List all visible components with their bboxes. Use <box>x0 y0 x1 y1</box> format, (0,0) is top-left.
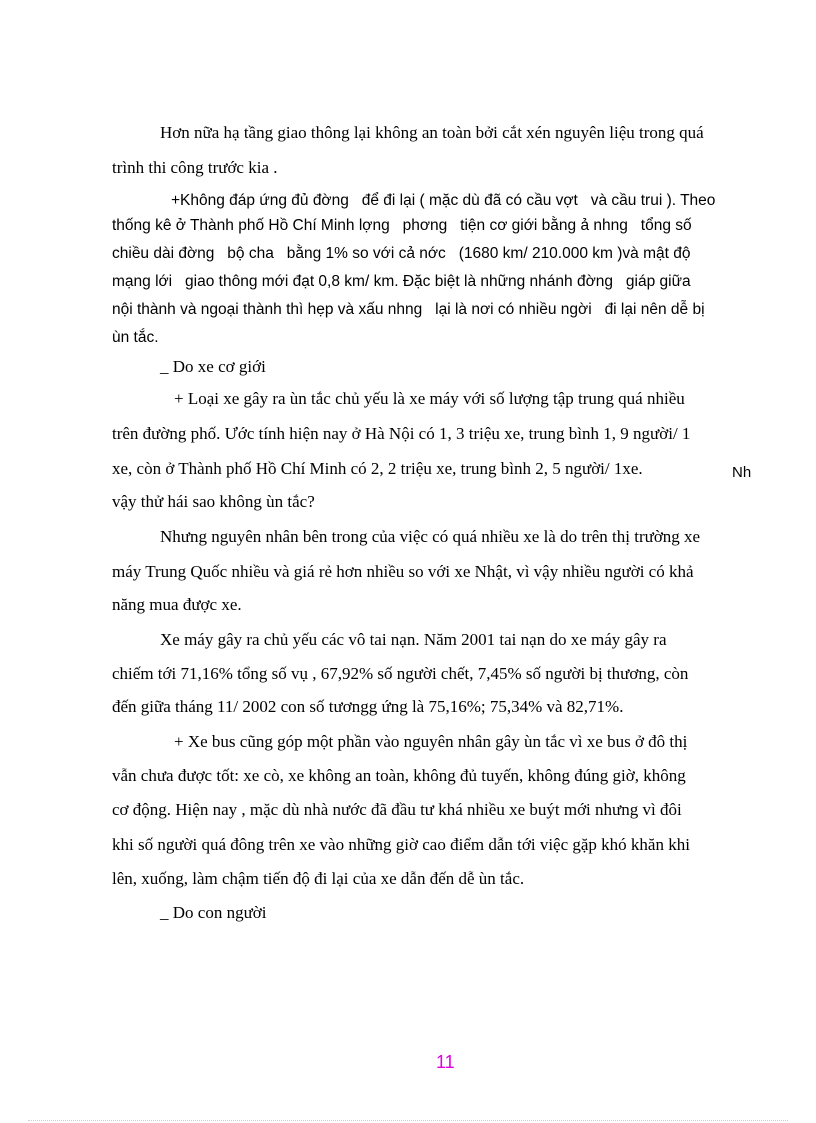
text-line: xe, còn ở Thành phố Hồ Chí Minh có 2, 2 triệu xe, trung bình 2, 5 người/ 1xe. <box>112 459 643 478</box>
footer-divider <box>28 1120 788 1121</box>
text-line: trên đường phố. Ước tính hiện nay ở Hà Nội có 1, 3 triệu xe, trung bình 1, 9 người/ 1 <box>112 424 691 443</box>
text-line: đến giữa tháng 11/ 2002 con số tươngg ứng là 75,16%; 75,34% và 82,71%. <box>112 697 624 716</box>
page-number: 11 <box>436 1052 455 1072</box>
text-line: khi số người quá đông trên xe vào những giờ cao điểm dẫn tới việc gặp khó khăn khi <box>112 835 690 854</box>
section-heading: _ Do xe cơ giới <box>160 357 266 376</box>
text-line: vẫn chưa được tốt: xe cò, xe không an toàn, không đủ tuyến, không đúng giờ, không <box>112 766 686 785</box>
text-line: Nh <box>732 464 752 481</box>
text-line: ùn tắc. <box>112 329 159 346</box>
text-line: năng mua được xe. <box>112 595 242 614</box>
text-line: nội thành và ngoại thành thì hẹp và xấu nhng lại là nơi có nhiều ngời đi lại nên dễ bị <box>112 301 705 318</box>
text-line: chiếm tới 71,16% tổng số vụ , 67,92% số người chết, 7,45% số người bị thương, còn <box>112 664 689 683</box>
text-line: cơ động. Hiện nay , mặc dù nhà nước đã đầu tư khá nhiều xe buýt mới nhưng vì đôi <box>112 800 682 819</box>
text-line: thống kê ở Thành phố Hồ Chí Minh lợng phơng tiện cơ giới bằng ả nhng tổng số <box>112 217 692 234</box>
text-line: Hơn nữa hạ tầng giao thông lại không an toàn bởi cắt xén nguyên liệu trong quá <box>160 123 704 142</box>
text-line: Nhưng nguyên nhân bên trong của việc có quá nhiều xe là do trên thị trường xe <box>160 527 701 546</box>
text-line: + Loại xe gây ra ùn tắc chủ yếu là xe máy với số lượng tập trung quá nhiều <box>174 389 685 408</box>
text-line: +Không đáp ứng đủ đờng để đi lại ( mặc dù đã có cầu vợt và cầu trui ). Theo <box>171 192 716 209</box>
text-line: lên, xuống, làm chậm tiến độ đi lại của xe dẫn đến dễ ùn tắc. <box>112 869 525 888</box>
section-heading: _ Do con người <box>160 903 267 922</box>
text-line: vậy thử hái sao không ùn tắc? <box>112 492 315 511</box>
text-line: chiều dài đờng bộ cha bằng 1% so với cả nớc (1680 km/ 210.000 km )và mật độ <box>112 245 691 262</box>
text-line: trình thi công trước kia . <box>112 158 278 177</box>
text-line: máy Trung Quốc nhiều và giá rẻ hơn nhiều so với xe Nhật, vì vậy nhiều người có khả <box>112 562 694 581</box>
text-line: Xe máy gây ra chủ yếu các vô tai nạn. Năm 2001 tai nạn do xe máy gây ra <box>160 630 667 649</box>
text-line: + Xe bus cũng góp một phần vào nguyên nhân gây ùn tắc vì xe bus ở đô thị <box>174 732 688 751</box>
text-line: mạng lới giao thông mới đạt 0,8 km/ km. Đặc biệt là những nhánh đờng giáp giữa <box>112 273 691 290</box>
